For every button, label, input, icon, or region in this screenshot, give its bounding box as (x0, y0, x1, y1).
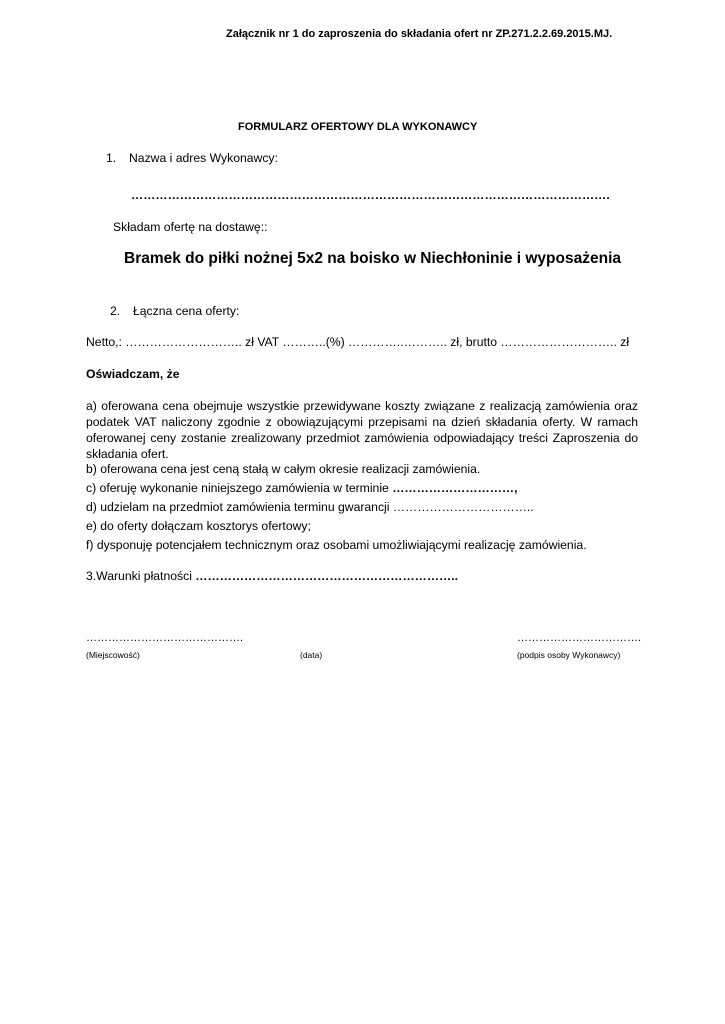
offer-subject: Bramek do piłki nożnej 5x2 na boisko w Niechłoninie i wyposażenia (124, 250, 621, 267)
declaration-e: e) do oferty dołączam kosztorys ofertowy; (86, 519, 311, 533)
signature-label: (podpis osoby Wykonawcy) (517, 650, 621, 660)
attachment-reference: Załącznik nr 1 do zaproszenia do składania ofert nr ZP.271.2.2.69.2015.MJ. (226, 28, 613, 40)
contractor-signature-dots: ……………………………. (517, 632, 642, 644)
date-label: (data) (300, 650, 323, 660)
item1-number: 1. (106, 151, 117, 165)
payment-terms-label: 3.Warunki płatności (86, 569, 196, 583)
declaration-c-dots: …………………………, (392, 481, 518, 495)
declaration-a: a) oferowana cena obejmuje wszystkie przewidywane koszty związane z realizacją zamówienia oraz podatek VAT naliczony zgodnie z obowiązującymi przepisami na dzień składania oferty. W ramach oferowanej ceny zostanie zrealizowany przedmiot zamówienia odpowiadający treści Zaproszenia do składania ofert. (86, 399, 638, 461)
price-line: Netto,: ……………………….. zł VAT ………..(%) …………..……….. zł, brutto ……………………….. zł (86, 335, 630, 349)
item2-number: 2. (110, 304, 121, 318)
declaration-f: f) dysponuję potencjałem technicznym oraz osobami umożliwiającymi realizację zamówienia. (86, 538, 587, 552)
payment-terms-dots: ……………………………………………………….. (195, 569, 459, 583)
contractor-name-label: Nazwa i adres Wykonawcy: (129, 151, 278, 165)
payment-terms (86, 569, 458, 583)
contractor-name-field: ………………………………………………………………………………………………………. (131, 188, 610, 202)
place-signature-dots: ……………………………………. (86, 632, 244, 644)
declaration-b: b) oferowana cena jest ceną stałą w całym okresie realizacji zamówienia. (86, 462, 481, 476)
declaration-d: d) udzielam na przedmiot zamówienia terminu gwarancji …………………………….. (86, 500, 534, 514)
total-price-label: Łączna cena oferty: (133, 304, 240, 318)
declaration-c-text: c) oferuję wykonanie niniejszego zamówienia w terminie (86, 481, 393, 495)
form-title: FORMULARZ OFERTOWY DLA WYKONAWCY (238, 121, 478, 133)
place-label: (Miejscowość) (86, 650, 140, 660)
declaration-heading: Oświadczam, że (86, 367, 180, 381)
declaration-c (86, 481, 517, 495)
offer-intro: Składam ofertę na dostawę:: (113, 220, 268, 234)
